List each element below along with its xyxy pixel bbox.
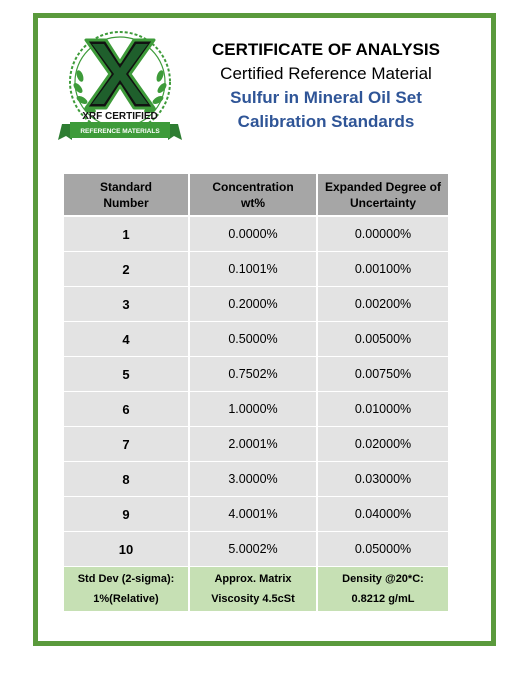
uncertainty-cell: 0.02000% bbox=[354, 437, 412, 451]
column-header-standard-number bbox=[64, 174, 190, 215]
concentration-cell: 0.0000% bbox=[190, 217, 318, 251]
table-row bbox=[64, 392, 448, 427]
table-row bbox=[64, 217, 448, 252]
footer-text-line: Viscosity 4.5cSt bbox=[211, 593, 295, 605]
uncertainty-cell: 0.03000% bbox=[354, 472, 412, 486]
standard-number-cell: 8 bbox=[64, 462, 190, 496]
standards-table bbox=[64, 174, 448, 612]
concentration-cell: 2.0001% bbox=[190, 427, 318, 461]
standard-number-cell: 9 bbox=[64, 497, 190, 531]
standard-number-cell: 4 bbox=[64, 322, 190, 356]
logo-ribbon-text: REFERENCE MATERIALS bbox=[80, 128, 160, 135]
logo-main-text: XRF CERTIFIED bbox=[82, 111, 158, 122]
table-footer-row bbox=[64, 567, 448, 612]
uncertainty-cell: 0.00100% bbox=[354, 262, 412, 276]
certificate-header bbox=[192, 38, 460, 134]
uncertainty-cell: 0.00750% bbox=[354, 367, 412, 381]
concentration-cell: 1.0000% bbox=[190, 392, 318, 426]
concentration-cell: 0.5000% bbox=[190, 322, 318, 356]
header-text-line: Uncertainty bbox=[349, 195, 417, 210]
table-row bbox=[64, 357, 448, 392]
standard-number-cell: 6 bbox=[64, 392, 190, 426]
product-type: Calibration Standards bbox=[237, 112, 415, 131]
uncertainty-cell: 0.04000% bbox=[354, 507, 412, 521]
table-row bbox=[64, 532, 448, 567]
table-body bbox=[64, 217, 448, 567]
standard-number-cell: 5 bbox=[64, 357, 190, 391]
concentration-cell: 0.1001% bbox=[190, 252, 318, 286]
footer-text-line: Std Dev (2-sigma): bbox=[77, 573, 175, 585]
concentration-cell: 4.0001% bbox=[190, 497, 318, 531]
table-row bbox=[64, 287, 448, 322]
column-header-uncertainty bbox=[318, 174, 448, 215]
header-text-line: wt% bbox=[241, 195, 265, 210]
table-row bbox=[64, 427, 448, 462]
footer-std-dev bbox=[64, 567, 190, 611]
concentration-cell: 5.0002% bbox=[190, 532, 318, 566]
footer-text-line: Density @20*C: bbox=[342, 573, 424, 585]
xrf-certified-logo bbox=[56, 26, 184, 148]
certificate-subtitle: Certified Reference Material bbox=[220, 64, 432, 83]
footer-text-line: Approx. Matrix bbox=[214, 573, 292, 585]
standard-number-cell: 3 bbox=[64, 287, 190, 321]
uncertainty-cell: 0.01000% bbox=[354, 402, 412, 416]
uncertainty-cell: 0.00000% bbox=[354, 227, 412, 241]
certificate-title: CERTIFICATE OF ANALYSIS bbox=[212, 40, 440, 59]
header-text-line: Concentration bbox=[212, 179, 294, 194]
concentration-cell: 0.2000% bbox=[190, 287, 318, 321]
uncertainty-cell: 0.05000% bbox=[354, 542, 412, 556]
table-header-row bbox=[64, 174, 448, 217]
footer-text-line: 0.8212 g/mL bbox=[351, 593, 415, 605]
product-name: Sulfur in Mineral Oil Set bbox=[230, 88, 422, 107]
table-row bbox=[64, 462, 448, 497]
concentration-cell: 3.0000% bbox=[190, 462, 318, 496]
standard-number-cell: 7 bbox=[64, 427, 190, 461]
footer-text-line: 1%(Relative) bbox=[93, 593, 159, 605]
column-header-concentration bbox=[190, 174, 318, 215]
standard-number-cell: 10 bbox=[64, 532, 190, 566]
footer-density bbox=[318, 567, 448, 611]
header-text-line: Expanded Degree of bbox=[324, 179, 442, 194]
table-row bbox=[64, 252, 448, 287]
standard-number-cell: 1 bbox=[64, 217, 190, 251]
header-text-line: Number bbox=[103, 195, 149, 210]
concentration-cell: 0.7502% bbox=[190, 357, 318, 391]
footer-viscosity bbox=[190, 567, 318, 611]
uncertainty-cell: 0.00200% bbox=[354, 297, 412, 311]
table-row bbox=[64, 497, 448, 532]
standard-number-cell: 2 bbox=[64, 252, 190, 286]
uncertainty-cell: 0.00500% bbox=[354, 332, 412, 346]
table-row bbox=[64, 322, 448, 357]
header-text-line: Standard bbox=[99, 179, 152, 194]
